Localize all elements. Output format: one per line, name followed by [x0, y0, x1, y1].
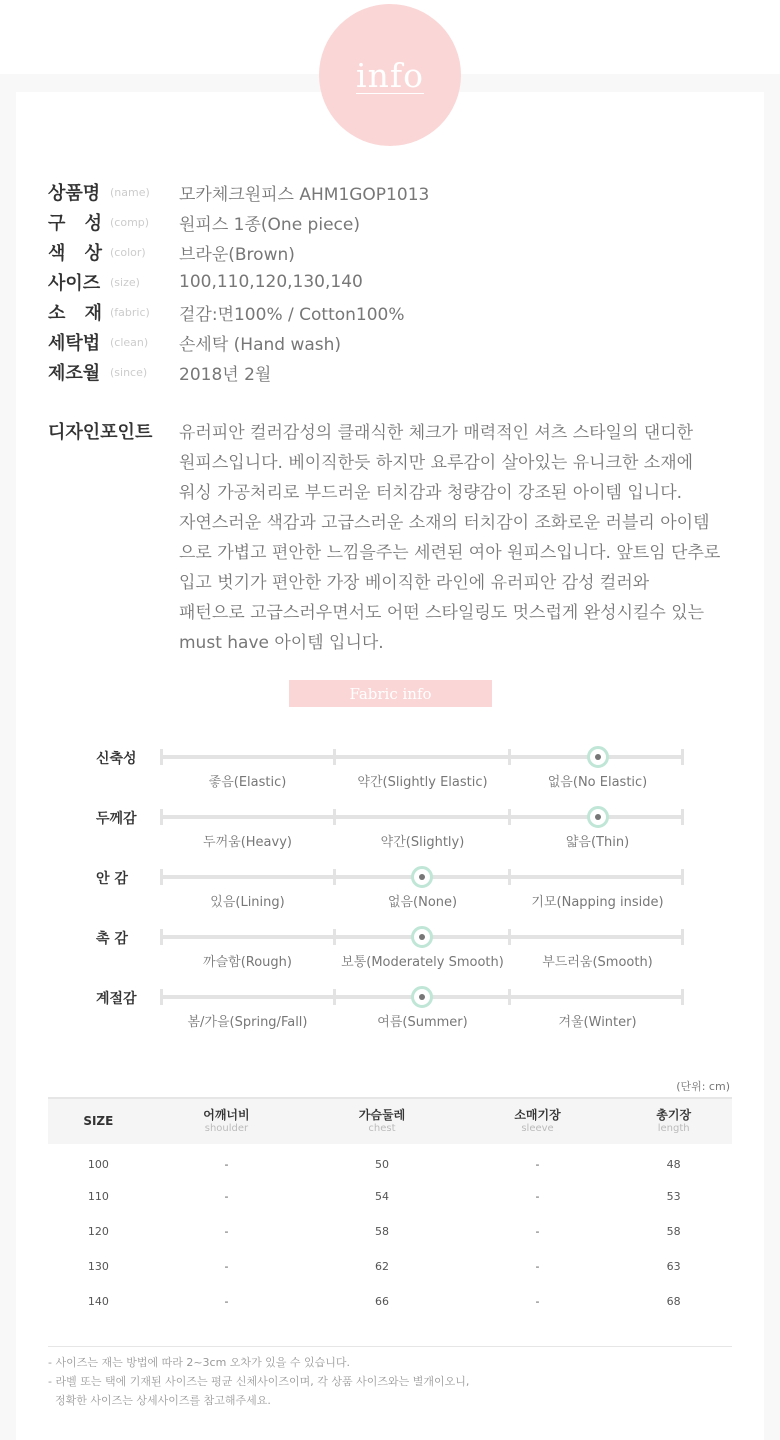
table-cell: -: [224, 1190, 229, 1203]
info-row: [48, 207, 360, 237]
fabric-info-title: [289, 680, 492, 707]
table-cell: 58: [374, 1225, 389, 1238]
table-cell: 48: [666, 1157, 681, 1171]
divider: [48, 1346, 732, 1347]
info-value: 100,110,120,130,140: [179, 272, 363, 292]
fabric-tick: [333, 989, 336, 1005]
table-cell: 54: [374, 1190, 389, 1203]
fabric-tick: [681, 869, 684, 885]
info-badge-title: info: [356, 55, 424, 95]
fabric-tick: [333, 749, 336, 765]
info-label-en: (size): [110, 275, 140, 289]
fabric-tick: [333, 869, 336, 885]
info-row: [48, 267, 363, 297]
table-cell: 120: [87, 1225, 109, 1238]
table-cell: 63: [666, 1260, 681, 1273]
fabric-row-label: 촉 감: [96, 931, 128, 947]
table-cell: 140: [87, 1295, 109, 1308]
design-line: must have 아이템 입니다.: [179, 633, 384, 653]
header-label: 소매기장: [514, 1107, 561, 1122]
size-table-header-cell: [460, 1098, 616, 1144]
fabric-tick: [160, 749, 163, 765]
fabric-option: 보통(Moderately Smooth): [341, 955, 504, 970]
fabric-option: 두꺼움(Heavy): [203, 835, 292, 850]
fabric-tick: [160, 809, 163, 825]
fabric-option: 없음(No Elastic): [547, 775, 648, 790]
note-line: - 라벨 또는 택에 기재된 사이즈는 평균 신체사이즈이며, 각 상품 사이즈와는 별개이오니,: [48, 1375, 470, 1388]
unit-label: (단위: cm): [676, 1080, 730, 1093]
info-badge: [319, 4, 461, 146]
table-cell: -: [224, 1157, 229, 1171]
fabric-tick: [160, 929, 163, 945]
fabric-selected-dot: [587, 746, 609, 768]
fabric-row-label: 두께감: [96, 811, 137, 827]
info-label-char: 색: [48, 243, 66, 264]
design-point-text: [179, 418, 769, 658]
fabric-tick: [681, 929, 684, 945]
fabric-selected-dot: [411, 986, 433, 1008]
fabric-option: 약간(Slightly Elastic): [357, 775, 488, 790]
info-label-char: 재: [84, 303, 102, 324]
table-cell: 66: [374, 1295, 389, 1308]
fabric-row-label: 안 감: [96, 871, 128, 887]
info-label-en: (since): [110, 365, 148, 379]
table-cell: 50: [374, 1157, 389, 1171]
fabric-selected-dot: [411, 866, 433, 888]
size-table-header-cell: [48, 1098, 149, 1144]
note-line: 정확한 사이즈는 상세사이즈를 참고해주세요.: [48, 1394, 271, 1407]
fabric-option: 있음(Lining): [210, 895, 285, 910]
header-label-en: sleeve: [521, 1122, 554, 1134]
fabric-selected-dot: [587, 806, 609, 828]
info-label: 제조월: [48, 363, 101, 384]
fabric-option: 까슬함(Rough): [203, 955, 292, 970]
header-label: 총기장: [656, 1107, 692, 1122]
table-row: [48, 1179, 732, 1214]
info-value: 2018년 2월: [179, 364, 272, 385]
table-cell: 130: [87, 1260, 109, 1273]
fabric-option: 좋음(Elastic): [208, 775, 287, 790]
fabric-option: 겨울(Winter): [558, 1015, 637, 1030]
table-cell: -: [535, 1225, 540, 1238]
info-row: [48, 237, 295, 267]
info-row: [48, 297, 405, 327]
size-table-header: [48, 1098, 732, 1144]
fabric-tick: [508, 869, 511, 885]
header-label-en: chest: [368, 1122, 396, 1134]
size-table-header-cell: [304, 1098, 460, 1144]
info-row: [48, 327, 342, 357]
fabric-option: 약간(Slightly): [380, 835, 465, 850]
note-line: - 사이즈는 재는 방법에 따라 2~3cm 오차가 있을 수 있습니다.: [48, 1356, 351, 1369]
fabric-selected-dot: [411, 926, 433, 948]
table-cell: 68: [666, 1295, 681, 1308]
info-value: 브라운(Brown): [179, 244, 295, 265]
size-table: [48, 1097, 732, 1319]
header-label-en: length: [657, 1122, 690, 1134]
fabric-tick: [681, 749, 684, 765]
design-point-label: 디자인포인트: [48, 422, 153, 443]
fabric-tick: [508, 749, 511, 765]
info-value: 원피스 1종(One piece): [179, 214, 360, 235]
fabric-tick: [160, 989, 163, 1005]
size-notes: [48, 1353, 469, 1410]
design-line: 자연스러운 색감과 고급스러운 소재의 터치감이 조화로운 러블리 아이템: [179, 513, 710, 533]
fabric-row-label: 계절감: [96, 991, 137, 1007]
design-line: 패턴으로 고급스러우면서도 어떤 스타일링도 멋스럽게 완성시킬수 있는: [179, 603, 705, 623]
size-table-header-cell: [149, 1098, 305, 1144]
table-cell: 100: [87, 1157, 109, 1171]
fabric-option: 기모(Napping inside): [531, 895, 664, 910]
fabric-tick: [508, 809, 511, 825]
info-label: [48, 239, 102, 265]
info-label-en: (name): [110, 185, 150, 199]
design-line: 으로 가볍고 편안한 느낌을주는 세련된 여아 원피스입니다. 앞트임 단추로: [179, 543, 721, 563]
fabric-tick: [681, 989, 684, 1005]
design-line: 입고 벗기가 편안한 가장 베이직한 라인에 유러피안 감성 컬러와: [179, 573, 650, 593]
info-label-en: (fabric): [110, 305, 150, 319]
info-value: 겉감:면100% / Cotton100%: [179, 304, 405, 325]
fabric-tick: [333, 809, 336, 825]
info-label: 상품명: [48, 183, 101, 204]
info-value: 손세탁 (Hand wash): [179, 334, 342, 355]
table-cell: -: [535, 1157, 540, 1171]
fabric-option: 여름(Summer): [377, 1015, 468, 1030]
fabric-option: 없음(None): [387, 895, 458, 910]
info-label-en: (comp): [110, 215, 150, 229]
info-value: 모카체크원피스 AHM1GOP1013: [179, 184, 430, 205]
table-row: [48, 1249, 732, 1284]
size-table-header-cell: [615, 1098, 732, 1144]
info-label: 세탁법: [48, 333, 101, 354]
table-cell: 110: [87, 1190, 109, 1203]
table-cell: -: [535, 1260, 540, 1273]
info-label: 사이즈: [48, 273, 101, 294]
fabric-tick: [160, 869, 163, 885]
info-row: [48, 357, 272, 387]
design-line: 유러피안 컬러감성의 클래식한 체크가 매력적인 셔츠 스타일의 댄디한: [179, 423, 694, 443]
info-label-char: 상: [84, 243, 102, 264]
table-cell: 53: [666, 1190, 681, 1203]
header-label-en: shoulder: [204, 1122, 249, 1134]
fabric-tick: [508, 989, 511, 1005]
fabric-option: 봄/가을(Spring/Fall): [187, 1015, 308, 1030]
header-label: SIZE: [83, 1114, 114, 1128]
table-row: [48, 1144, 732, 1179]
table-cell: -: [224, 1295, 229, 1308]
table-cell: 62: [374, 1260, 389, 1273]
info-label-char: 구: [48, 213, 66, 234]
info-label: [48, 299, 102, 325]
info-row: [48, 177, 430, 207]
table-cell: 58: [666, 1225, 681, 1238]
fabric-row-label: 신축성: [96, 751, 137, 767]
fabric-tick: [333, 929, 336, 945]
header-label: 어깨너비: [203, 1107, 250, 1122]
table-cell: -: [224, 1260, 229, 1273]
table-cell: -: [535, 1190, 540, 1203]
info-label-en: (color): [110, 245, 146, 259]
info-label: [48, 209, 102, 235]
fabric-tick: [681, 809, 684, 825]
design-line: 워싱 가공처리로 부드러운 터치감과 청량감이 강조된 아이템 입니다.: [179, 483, 683, 503]
info-label-char: 소: [48, 303, 66, 324]
info-label-char: 성: [84, 213, 102, 234]
header-label: 가슴둘레: [358, 1107, 406, 1122]
design-line: 원피스입니다. 베이직한듯 하지만 요루감이 살아있는 유니크한 소재에: [179, 453, 694, 473]
fabric-option: 부드러움(Smooth): [542, 955, 653, 970]
fabric-option: 얇음(Thin): [565, 835, 630, 850]
fabric-info-title-text: Fabric info: [349, 684, 432, 703]
fabric-tick: [508, 929, 511, 945]
info-label-en: (clean): [110, 335, 149, 349]
table-cell: -: [535, 1295, 540, 1308]
table-row: [48, 1284, 732, 1319]
table-cell: -: [224, 1225, 229, 1238]
table-row: [48, 1214, 732, 1249]
